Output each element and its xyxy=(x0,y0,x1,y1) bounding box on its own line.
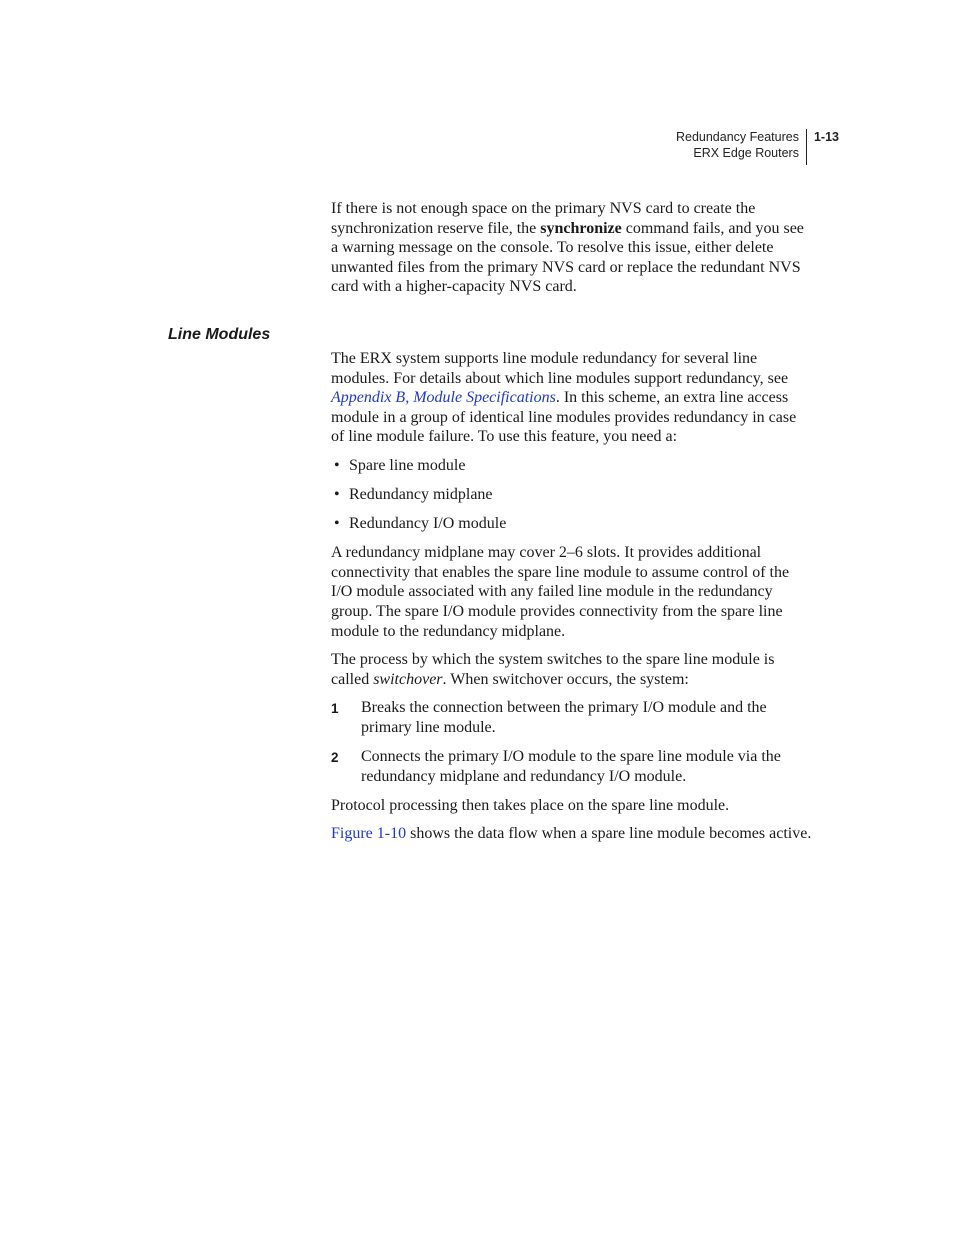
list-item-text: Spare line module xyxy=(349,456,466,474)
list-item xyxy=(331,514,813,534)
requirements-list xyxy=(331,456,813,534)
step-text: Connects the primary I/O module to the spare line module via the redundancy midplane and redundancy I/O module. xyxy=(361,748,781,785)
line-modules-paragraph-3 xyxy=(331,650,813,689)
list-item xyxy=(331,485,813,505)
step-number: 2 xyxy=(331,750,339,766)
step-item xyxy=(331,698,813,737)
section-heading-line-modules: Line Modules xyxy=(168,326,271,343)
bullet-icon: • xyxy=(334,515,340,533)
bullet-icon: • xyxy=(334,456,340,474)
page-header xyxy=(676,129,839,165)
step-item xyxy=(331,747,813,786)
intro-block xyxy=(331,199,813,297)
paragraph-text: . In this scheme, an extra line access module in a group of identical line modules provides redundancy in case of line module failure. To use this feature, you need a: xyxy=(331,389,797,446)
step-text: Breaks the connection between the primary I/O module and the primary line module. xyxy=(361,699,767,736)
line-modules-paragraph-4: Protocol processing then takes place on the spare line module. xyxy=(331,796,730,814)
line-modules-paragraph-5 xyxy=(331,824,813,844)
step-number: 1 xyxy=(331,701,339,717)
list-item-text: Redundancy I/O module xyxy=(349,515,507,533)
paragraph-text: The process by which the system switches to the spare line module is called xyxy=(331,651,775,688)
intro-text-end: command fails, and you see a warning message on the console. To resolve this issue, either delete unwanted files from the primary NVS card or replace the redundant NVS card with a higher-capacity NVS card. xyxy=(331,219,804,296)
command-synchronize: synchronize xyxy=(540,219,622,237)
line-modules-paragraph-2: A redundancy midplane may cover 2–6 slots. It provides additional connectivity that enables the spare line module to assume control of the I/O module associated with any failed line module in the redundancy group. The spare I/O module provides connectivity from the spare line module to the redundancy midplane. xyxy=(331,544,790,640)
intro-text-start: If there is not enough space on the primary NVS card to create the synchronization reserve file, the xyxy=(331,200,756,237)
line-modules-body xyxy=(331,349,813,844)
page-number: 1-13 xyxy=(813,130,839,144)
paragraph-text: The ERX system supports line module redundancy for several line modules. For details about which line modules support redundancy, see xyxy=(331,350,789,387)
figure-1-10-link[interactable]: Figure 1-10 xyxy=(331,825,407,843)
header-titles xyxy=(676,129,806,161)
paragraph-text: . When switchover occurs, the system: xyxy=(442,670,689,688)
switchover-steps xyxy=(331,698,813,786)
paragraph-text: shows the data flow when a spare line module becomes active. xyxy=(406,825,812,843)
header-product-title: ERX Edge Routers xyxy=(693,145,799,160)
bullet-icon: • xyxy=(334,486,340,504)
header-section-title: Redundancy Features xyxy=(675,130,799,144)
list-item xyxy=(331,456,813,476)
term-switchover: switchover xyxy=(373,670,443,688)
list-item-text: Redundancy midplane xyxy=(349,486,493,504)
intro-paragraph xyxy=(331,199,813,297)
appendix-b-link[interactable]: Appendix B, Module Specifications xyxy=(331,389,556,407)
line-modules-paragraph-1 xyxy=(331,349,813,447)
